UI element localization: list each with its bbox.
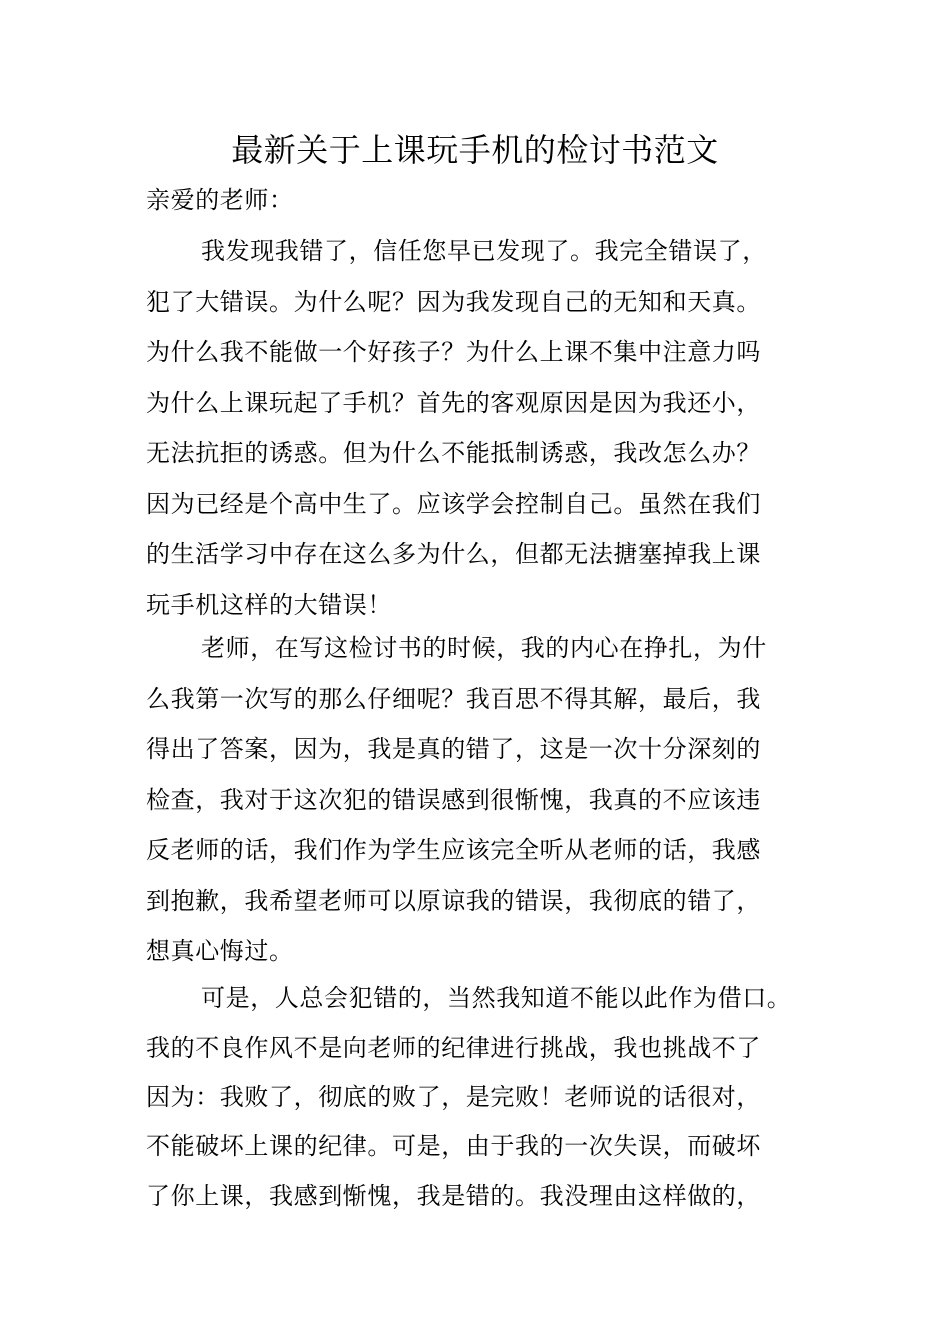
body-line: 为什么上课玩起了手机？首先的客观原因是因为我还小，	[146, 389, 761, 417]
body-line: 想真心悔过。	[146, 937, 294, 965]
document-title: 最新关于上课玩手机的检讨书范文	[231, 131, 719, 169]
body-line: 反老师的话，我们作为学生应该完全听从老师的话，我感	[146, 836, 761, 864]
body-line: 了你上课，我感到惭愧，我是错的。我没理由这样做的，	[146, 1182, 761, 1210]
body-line: 可是，人总会犯错的，当然我知道不能以此作为借口。	[201, 984, 792, 1012]
body-line: 因为已经是个高中生了。应该学会控制自己。虽然在我们	[146, 490, 761, 518]
body-line: 我的不良作风不是向老师的纪律进行挑战，我也挑战不了	[146, 1034, 761, 1062]
body-line: 不能破坏上课的纪律。可是，由于我的一次失误，而破坏	[146, 1132, 761, 1160]
body-line: 的生活学习中存在这么多为什么，但都无法搪塞掉我上课	[146, 540, 761, 568]
body-line: 为什么我不能做一个好孩子？为什么上课不集中注意力吗	[146, 338, 761, 366]
body-line: 犯了大错误。为什么呢？因为我发现自己的无知和天真。	[146, 288, 761, 316]
body-line: 么我第一次写的那么仔细呢？我百思不得其解，最后，我	[146, 685, 761, 713]
body-line: 玩手机这样的大错误！	[146, 591, 392, 619]
body-line: 得出了答案，因为，我是真的错了，这是一次十分深刻的	[146, 735, 761, 763]
body-line: 到抱歉，我希望老师可以原谅我的错误，我彻底的错了，	[146, 887, 761, 915]
body-line: 无法抗拒的诱惑。但为什么不能抵制诱惑，我改怎么办？	[146, 439, 761, 467]
body-line: 我发现我错了，信任您早已发现了。我完全错误了，	[201, 237, 767, 265]
body-line: 因为：我败了，彻底的败了，是完败！老师说的话很对，	[146, 1083, 761, 1111]
body-line: 老师，在写这检讨书的时候，我的内心在挣扎，为什	[201, 634, 767, 662]
salutation: 亲爱的老师：	[146, 186, 294, 214]
body-line: 检查，我对于这次犯的错误感到很惭愧，我真的不应该违	[146, 786, 761, 814]
